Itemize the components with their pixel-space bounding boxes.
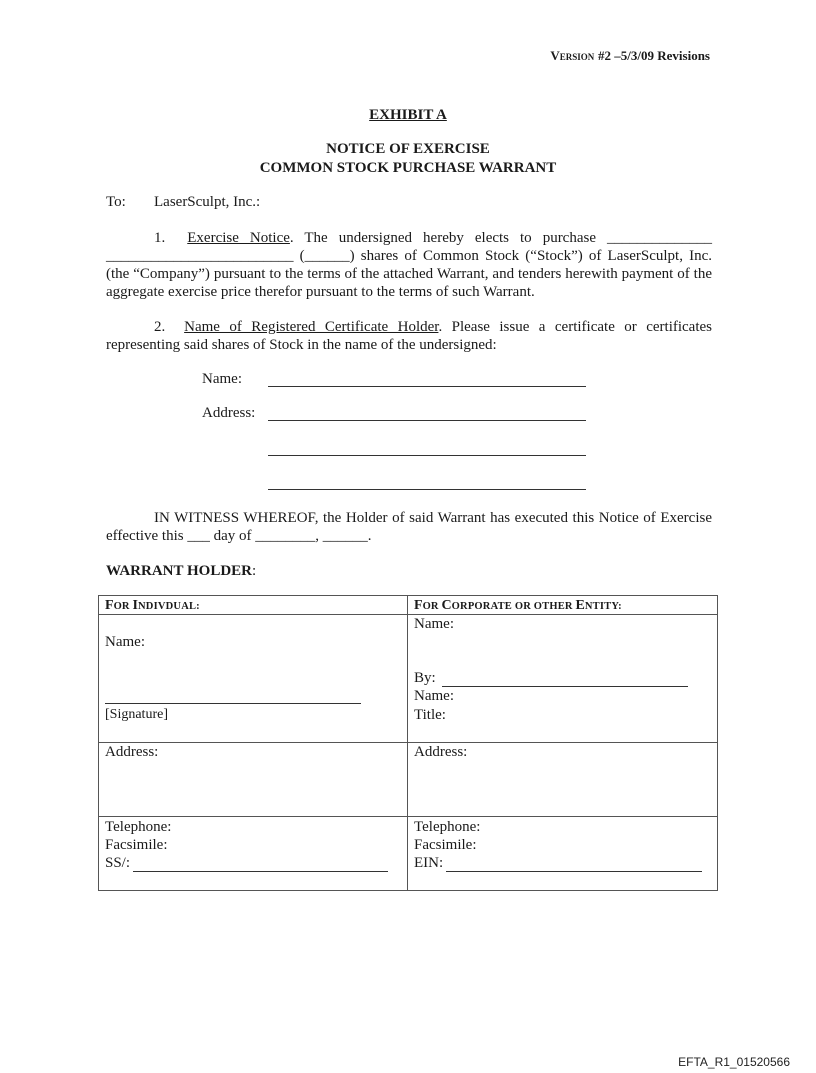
para2-text: . Please issue a certificate or certificates representing said shares of Stock in the name of the undersigned: bbox=[106, 319, 712, 353]
warrant-holder-colon: : bbox=[252, 563, 257, 579]
notice-title: NOTICE OF EXERCISE bbox=[326, 141, 490, 157]
entity-ein-line[interactable] bbox=[446, 871, 702, 872]
entity-signer-name-label: Name: bbox=[414, 688, 454, 704]
address-field-line-2[interactable] bbox=[268, 455, 586, 456]
entity-header-cap3: E bbox=[575, 598, 585, 613]
para2-number: 2. bbox=[154, 319, 166, 335]
contact-row bbox=[99, 817, 718, 891]
individual-address-label: Address: bbox=[105, 744, 159, 760]
entity-header bbox=[408, 596, 718, 615]
version-label: Version bbox=[550, 48, 595, 63]
signature-row bbox=[99, 615, 718, 743]
name-field-label: Name: bbox=[202, 371, 242, 387]
warrant-holder-heading bbox=[106, 563, 256, 580]
entity-telephone-label: Telephone: bbox=[414, 819, 481, 835]
individual-address-cell bbox=[99, 743, 408, 817]
para1-text-a: . The undersigned hereby elects to purchase ______________ bbox=[289, 230, 713, 246]
para2-heading: Name of Registered Certificate Holder bbox=[184, 319, 439, 335]
entity-title-label: Title: bbox=[414, 707, 446, 723]
entity-header-rest1: OR bbox=[422, 601, 442, 612]
para1-heading: Exercise Notice bbox=[187, 230, 290, 246]
address-row bbox=[99, 743, 718, 817]
individual-facsimile-label: Facsimile: bbox=[105, 837, 168, 853]
individual-name-label: Name: bbox=[105, 634, 145, 650]
address-field-label: Address: bbox=[202, 405, 256, 421]
individual-header-cap1: F bbox=[105, 598, 114, 613]
name-field-line[interactable] bbox=[268, 386, 586, 387]
individual-header-rest2: NDIVDUAL: bbox=[138, 601, 200, 612]
para1-number: 1. bbox=[154, 230, 166, 246]
version-text: #2 –5/3/09 Revisions bbox=[598, 48, 710, 63]
individual-signature-line[interactable] bbox=[105, 703, 361, 704]
version-header bbox=[550, 48, 710, 65]
entity-address-label: Address: bbox=[414, 744, 468, 760]
exhibit-title: EXHIBIT A bbox=[369, 107, 447, 123]
entity-ein-label: EIN: bbox=[414, 855, 444, 871]
exercise-notice-paragraph bbox=[106, 229, 712, 301]
individual-ss-line[interactable] bbox=[133, 871, 388, 872]
individual-signature-cell bbox=[99, 615, 408, 743]
warrant-holder-table bbox=[98, 595, 718, 891]
address-field-line-1[interactable] bbox=[268, 420, 586, 421]
to-label: To: bbox=[106, 194, 126, 210]
entity-facsimile-label: Facsimile: bbox=[414, 837, 477, 853]
warrant-holder-label: WARRANT HOLDER bbox=[106, 563, 252, 579]
entity-header-rest2: ORPORATE OR OTHER bbox=[451, 601, 576, 612]
entity-address-cell bbox=[408, 743, 718, 817]
individual-header-cap2: I bbox=[132, 598, 138, 613]
entity-header-rest3: NTITY: bbox=[584, 601, 622, 612]
entity-name-label: Name: bbox=[414, 616, 454, 632]
warrant-title: COMMON STOCK PURCHASE WARRANT bbox=[259, 160, 557, 176]
witness-paragraph bbox=[106, 509, 712, 545]
individual-ss-label: SS/: bbox=[105, 855, 131, 871]
entity-signature-cell bbox=[408, 615, 718, 743]
individual-header-rest1: OR bbox=[113, 601, 133, 612]
individual-signature-label: [Signature] bbox=[105, 707, 168, 722]
individual-telephone-label: Telephone: bbox=[105, 819, 172, 835]
entity-by-label: By: bbox=[414, 670, 436, 686]
individual-header bbox=[99, 596, 408, 615]
to-company: LaserSculpt, Inc.: bbox=[154, 194, 261, 210]
entity-by-line[interactable] bbox=[442, 686, 688, 687]
para1-text-b: _________________________ (______) shares of Common Stock (“Stock”) of LaserSculpt, Inc. (the “Company”) pursuant to the terms of the attached Warrant, and tenders herewith payment of the aggregate exercise price therefor pursuant to the terms of such Warrant. bbox=[106, 248, 712, 300]
entity-header-cap1: F bbox=[414, 598, 423, 613]
entity-header-cap2: C bbox=[441, 598, 452, 613]
address-field-line-3[interactable] bbox=[268, 489, 586, 490]
document-id: EFTA_R1_01520566 bbox=[678, 1055, 790, 1069]
table-header-row bbox=[99, 596, 718, 615]
certificate-holder-paragraph bbox=[106, 318, 712, 354]
individual-contact-cell bbox=[99, 817, 408, 891]
entity-contact-cell bbox=[408, 817, 718, 891]
witness-text: IN WITNESS WHEREOF, the Holder of said Warrant has executed this Notice of Exercise effective this ___ day of ________, ______. bbox=[106, 510, 712, 544]
